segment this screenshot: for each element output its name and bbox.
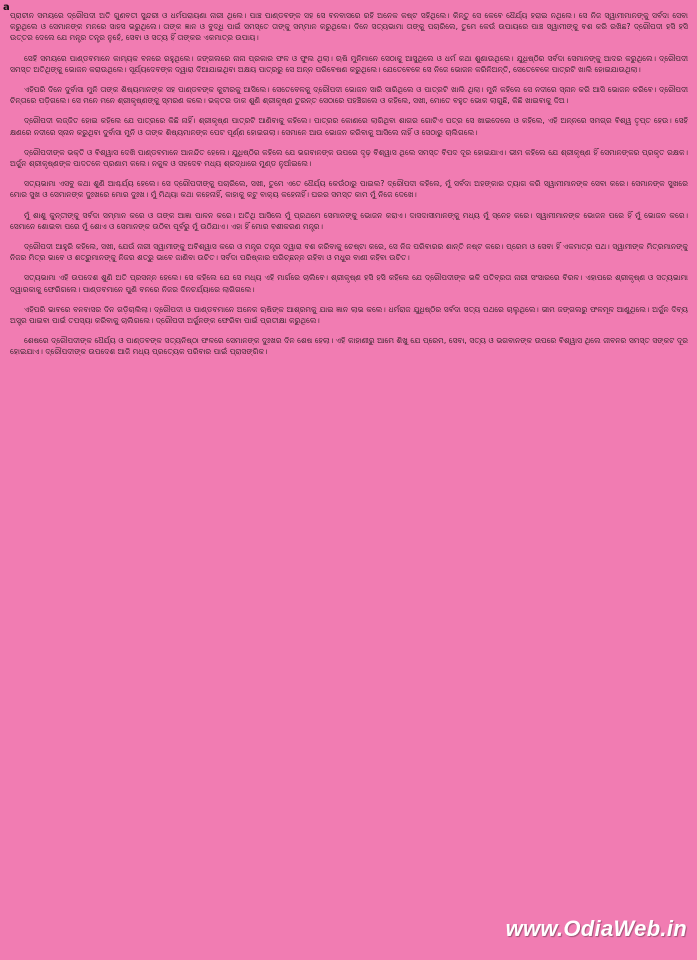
paragraph-1: ପ୍ରାଚୀନ ସମୟରେ ଦ୍ରୌପଦୀ ଅତି ଗୁଣବତୀ ସୁନ୍ଦରୀ ଓ ଧର୍ମପରାୟଣା ନାରୀ ଥିଲେ। ପାଞ୍ଚ ପାଣ୍ଡବଙ୍କ ସହ ସେ ବନବାସରେ ରହି ଅନେକ କଷ୍ଟ ସହିଥିଲେ। କିନ୍ତୁ ସେ କେବେ ଧୈର୍ଯ୍ୟ ହରାଇ ନଥିଲେ। ସେ ନିଜ ସ୍ୱାମୀମାନଙ୍କୁ ସର୍ବଦା ସେବା କରୁଥିଲେ ଓ ସେମାନଙ୍କ ମନରେ ସାହସ ଭରୁଥିଲେ। ତାଙ୍କ ଜ୍ଞାନ ଓ ବୁଦ୍ଧି ପାଇଁ ସମସ୍ତେ ତାଙ୍କୁ ସମ୍ମାନ କରୁଥିଲେ। ଦିନେ ସତ୍ୟଭାମା ତାଙ୍କୁ ପଚାରିଲେ, ତୁମେ କେଉଁ ଉପାୟରେ ପାଞ୍ଚ ସ୍ୱାମୀଙ୍କୁ ବଶ କରି ରଖିଛ? ଦ୍ରୌପଦୀ ହସି ହସି ଉତ୍ତର ଦେଲେ ଯେ ମନ୍ତ୍ର ତନ୍ତ୍ର ନୁହେଁ, ସେବା ଓ ସତ୍ୟ ହିଁ ତାଙ୍କର ଏକମାତ୍ର ଉପାୟ। <box>10 11 688 43</box>
paragraph-8: ଦ୍ରୌପଦୀ ଆହୁରି କହିଲେ, ସଖୀ, ଯେଉଁ ନାରୀ ସ୍ୱାମୀଙ୍କୁ ଅବିଶ୍ୱାସ କରେ ଓ ମନ୍ତ୍ର ତନ୍ତ୍ର ଦ୍ୱାରା ବଶ କରିବାକୁ ଚେଷ୍ଟା କରେ, ସେ ନିଜ ପରିବାରର ଶାନ୍ତି ନଷ୍ଟ କରେ। ପ୍ରେମ ଓ ସେବା ହିଁ ଏକମାତ୍ର ପଥ। ସ୍ୱାମୀଙ୍କ ମିତ୍ରମାନଙ୍କୁ ନିଜର ମିତ୍ର ଭାବେ ଓ ଶତ୍ରୁମାନଙ୍କୁ ନିଜର ଶତ୍ରୁ ଭାବେ ଜାଣିବା ଉଚିତ। ସର୍ବଦା ପରିଷ୍କାର ପରିଚ୍ଛନ୍ନ ରହିବା ଓ ମଧୁର ବାଣୀ କହିବା ଉଚିତ। <box>10 242 688 263</box>
site-watermark: www.OdiaWeb.in <box>505 916 687 941</box>
paragraph-7: ମୁଁ ଶାଶୁ କୁନ୍ତୀଙ୍କୁ ସର୍ବଦା ସମ୍ମାନ କରେ ଓ ତାଙ୍କ ଆଜ୍ଞା ପାଳନ କରେ। ଅତିଥି ଆସିଲେ ମୁଁ ପ୍ରଥମେ ସେମାନଙ୍କୁ ଭୋଜନ କରାଏ। ଦାସଦାସୀମାନଙ୍କୁ ମଧ୍ୟ ମୁଁ ସ୍ନେହ କରେ। ସ୍ୱାମୀମାନଙ୍କ ଭୋଜନ ପରେ ହିଁ ମୁଁ ଭୋଜନ କରେ। ସେମାନେ ଶୋଇବା ପରେ ମୁଁ ଶୋଏ ଓ ସେମାନଙ୍କ ଉଠିବା ପୂର୍ବରୁ ମୁଁ ଉଠିଯାଏ। ଏହା ହିଁ ମୋର ବଶୀକରଣ ମନ୍ତ୍ର। <box>10 210 688 231</box>
paragraph-9: ସତ୍ୟଭାମା ଏହି ଉପଦେଶ ଶୁଣି ଅତି ପ୍ରସନ୍ନ ହେଲେ। ସେ କହିଲେ ଯେ ସେ ମଧ୍ୟ ଏହି ମାର୍ଗରେ ଚାଲିବେ। ଶ୍ରୀକୃଷ୍ଣ ହସି ହସି କହିଲେ ଯେ ଦ୍ରୌପଦୀଙ୍କ ଭଳି ପତିବ୍ରତା ନାରୀ ସଂସାରରେ ବିରଳ। ଏହାପରେ ଶ୍ରୀକୃଷ୍ଣ ଓ ସତ୍ୟଭାମା ଦ୍ୱାରକାକୁ ଫେରିଗଲେ। ପାଣ୍ଡବମାନେ ପୁଣି ବନରେ ନିଜର ଦିନଚର୍ଯ୍ୟାରେ ଲାଗିଗଲେ। <box>10 273 688 294</box>
paragraph-4: ଦ୍ରୌପଦୀ ଲଜ୍ଜିତ ହୋଇ କହିଲେ ଯେ ପାତ୍ରରେ କିଛି ନାହିଁ। ଶ୍ରୀକୃଷ୍ଣ ପାତ୍ରଟି ଆଣିବାକୁ କହିଲେ। ପାତ୍ରର କୋଣରେ ଲାଗିଥିବା ଶାଗର ଗୋଟିଏ ପତ୍ର ସେ ଖାଇଦେଲେ ଓ କହିଲେ, ଏହି ଅନ୍ନରେ ସମଗ୍ର ବିଶ୍ୱ ତୃପ୍ତ ହେଉ। ସେହି କ୍ଷଣରେ ନଦୀରେ ସ୍ନାନ କରୁଥିବା ଦୁର୍ବାସା ମୁନି ଓ ତାଙ୍କ ଶିଷ୍ୟମାନଙ୍କ ପେଟ ପୂର୍ଣ୍ଣ ହୋଇଗଲା। ସେମାନେ ଆଉ ଭୋଜନ କରିବାକୁ ଆସିଲେ ନାହିଁ ଓ ସେଠାରୁ ଚାଲିଗଲେ। <box>10 116 688 137</box>
paragraph-10: ଏହିପରି ଭାବରେ ବନବାସର ଦିନ ଗଡ଼ିଚାଲିଲା। ଦ୍ରୌପଦୀ ଓ ପାଣ୍ଡବମାନେ ଅନେକ ଋଷିଙ୍କ ଆଶ୍ରମକୁ ଯାଇ ଜ୍ଞାନ ଲାଭ କଲେ। ଧର୍ମରାଜ ଯୁଧିଷ୍ଠିର ସର୍ବଦା ସତ୍ୟ ପଥରେ ଚାଲୁଥିଲେ। ଭୀମ ଜଙ୍ଗଲରୁ ଫଳମୂଳ ଆଣୁଥିଲେ। ଅର୍ଜୁନ ଦିବ୍ୟ ଅସ୍ତ୍ର ପାଇବା ପାଇଁ ତପସ୍ୟା କରିବାକୁ ଚାଲିଗଲେ। ଦ୍ରୌପଦୀ ଅର୍ଜୁନଙ୍କ ଫେରିବା ପାଇଁ ପ୍ରତୀକ୍ଷା କରୁଥିଲେ। <box>10 304 688 326</box>
page-corner-mark: a <box>3 2 10 13</box>
paragraph-5: ଦ୍ରୌପଦୀଙ୍କ ଭକ୍ତି ଓ ବିଶ୍ୱାସ ଦେଖି ପାଣ୍ଡବମାନେ ଆନନ୍ଦିତ ହେଲେ। ଯୁଧିଷ୍ଠିର କହିଲେ ଯେ ଭଗବାନଙ୍କ ଉପରେ ଦୃଢ଼ ବିଶ୍ୱାସ ଥିଲେ ସମସ୍ତ ବିପଦ ଦୂର ହୋଇଯାଏ। ଭୀମ କହିଲେ ଯେ ଶ୍ରୀକୃଷ୍ଣ ହିଁ ସେମାନଙ୍କର ପ୍ରକୃତ ରକ୍ଷକ। ଅର୍ଜୁନ ଶ୍ରୀକୃଷ୍ଣଙ୍କ ପାଦତଳେ ପ୍ରଣାମ କଲେ। ନକୁଳ ଓ ସହଦେବ ମଧ୍ୟ ଶ୍ରଦ୍ଧାରେ ମୁଣ୍ଡ ନୁଆଁଇଲେ। <box>10 147 688 169</box>
paragraph-11: ଶେଷରେ ଦ୍ରୌପଦୀଙ୍କ ଧୈର୍ଯ୍ୟ ଓ ପାଣ୍ଡବଙ୍କ ସତ୍ୟନିଷ୍ଠା ଫଳରେ ସେମାନଙ୍କ ଦୁଃଖର ଦିନ ଶେଷ ହେଲା। ଏହି କାହାଣୀରୁ ଆମେ ଶିଖୁ ଯେ ପ୍ରେମ, ସେବା, ସତ୍ୟ ଓ ଭଗବାନଙ୍କ ଉପରେ ବିଶ୍ୱାସ ଥିଲେ ଜୀବନର ସମସ୍ତ ସଙ୍କଟ ଦୂର ହୋଇଯାଏ। ଦ୍ରୌପଦୀଙ୍କ ଉପଦେଶ ଆଜି ମଧ୍ୟ ପ୍ରତ୍ୟେକ ପରିବାର ପାଇଁ ପ୍ରାସଙ୍ଗିକ। <box>10 336 688 357</box>
paragraph-2: ସେହି ସମୟରେ ପାଣ୍ଡବମାନେ କାମ୍ୟକ ବନରେ ରହୁଥିଲେ। ଜଙ୍ଗଲରେ ନାନା ପ୍ରକାର ଫଳ ଓ ଫୁଲ ଥିଲା। ଋଷି ମୁନିମାନେ ସେଠାକୁ ଆସୁଥିଲେ ଓ ଧର୍ମ କଥା ଶୁଣାଉଥିଲେ। ଯୁଧିଷ୍ଠିର ସର୍ବଦା ସେମାନଙ୍କୁ ଆଦର କରୁଥିଲେ। ଦ୍ରୌପଦୀ ସମସ୍ତ ଅତିଥିଙ୍କୁ ଭୋଜନ କରାଉଥିଲେ। ସୂର୍ଯ୍ୟଦେବଙ୍କ ଦ୍ୱାରା ଦିଆଯାଇଥିବା ଅକ୍ଷୟ ପାତ୍ରରୁ ସେ ଅନ୍ନ ପରିବେଷଣ କରୁଥିଲେ। ଯେତେବେଳେ ସେ ନିଜେ ଭୋଜନ କରିନିଅନ୍ତି, ସେତେବେଳେ ପାତ୍ରଟି ଖାଲି ହୋଇଯାଉଥିଲା। <box>10 53 688 74</box>
paragraph-3: ଏହିପରି ଦିନେ ଦୁର୍ବାସା ମୁନି ତାଙ୍କ ଶିଷ୍ୟମାନଙ୍କ ସହ ପାଣ୍ଡବଙ୍କ କୁଟୀରକୁ ଆସିଲେ। ସେତେବେଳକୁ ଦ୍ରୌପଦୀ ଭୋଜନ ସାରି ସାରିଥିଲେ ଓ ପାତ୍ରଟି ଖାଲି ଥିଲା। ମୁନି କହିଲେ ସେ ନଦୀରେ ସ୍ନାନ କରି ଆସି ଭୋଜନ କରିବେ। ଦ୍ରୌପଦୀ ଚିନ୍ତାରେ ପଡ଼ିଗଲେ। ସେ ମନେ ମନେ ଶ୍ରୀକୃଷ୍ଣଙ୍କୁ ସ୍ମରଣ କଲେ। ଭକ୍ତର ଡାକ ଶୁଣି ଶ୍ରୀକୃଷ୍ଣ ତୁରନ୍ତ ସେଠାରେ ପହଞ୍ଚିଗଲେ ଓ କହିଲେ, ସଖୀ, ମୋତେ ବହୁତ ଭୋକ ଲାଗୁଛି, କିଛି ଖାଇବାକୁ ଦିଅ। <box>10 85 688 106</box>
paragraph-6: ସତ୍ୟଭାମା ଏସବୁ କଥା ଶୁଣି ଆଶ୍ଚର୍ଯ୍ୟ ହେଲେ। ସେ ଦ୍ରୌପଦୀଙ୍କୁ ପଚାରିଲେ, ସଖୀ, ତୁମେ ଏତେ ଧୈର୍ଯ୍ୟ କେଉଁଠାରୁ ପାଇଲ? ଦ୍ରୌପଦୀ କହିଲେ, ମୁଁ ସର୍ବଦା ଅହଙ୍କାର ତ୍ୟାଗ କରି ସ୍ୱାମୀମାନଙ୍କ ସେବା କରେ। ସେମାନଙ୍କ ସୁଖରେ ମୋର ସୁଖ ଓ ସେମାନଙ୍କ ଦୁଃଖରେ ମୋର ଦୁଃଖ। ମୁଁ ମିଥ୍ୟା କଥା କହେନାହିଁ, କାହାକୁ କଟୁ ବାକ୍ୟ କହେନାହିଁ। ଘରର ସମସ୍ତ କାମ ମୁଁ ନିଜେ ଦେଖେ। <box>10 179 688 200</box>
story-text <box>10 10 688 890</box>
